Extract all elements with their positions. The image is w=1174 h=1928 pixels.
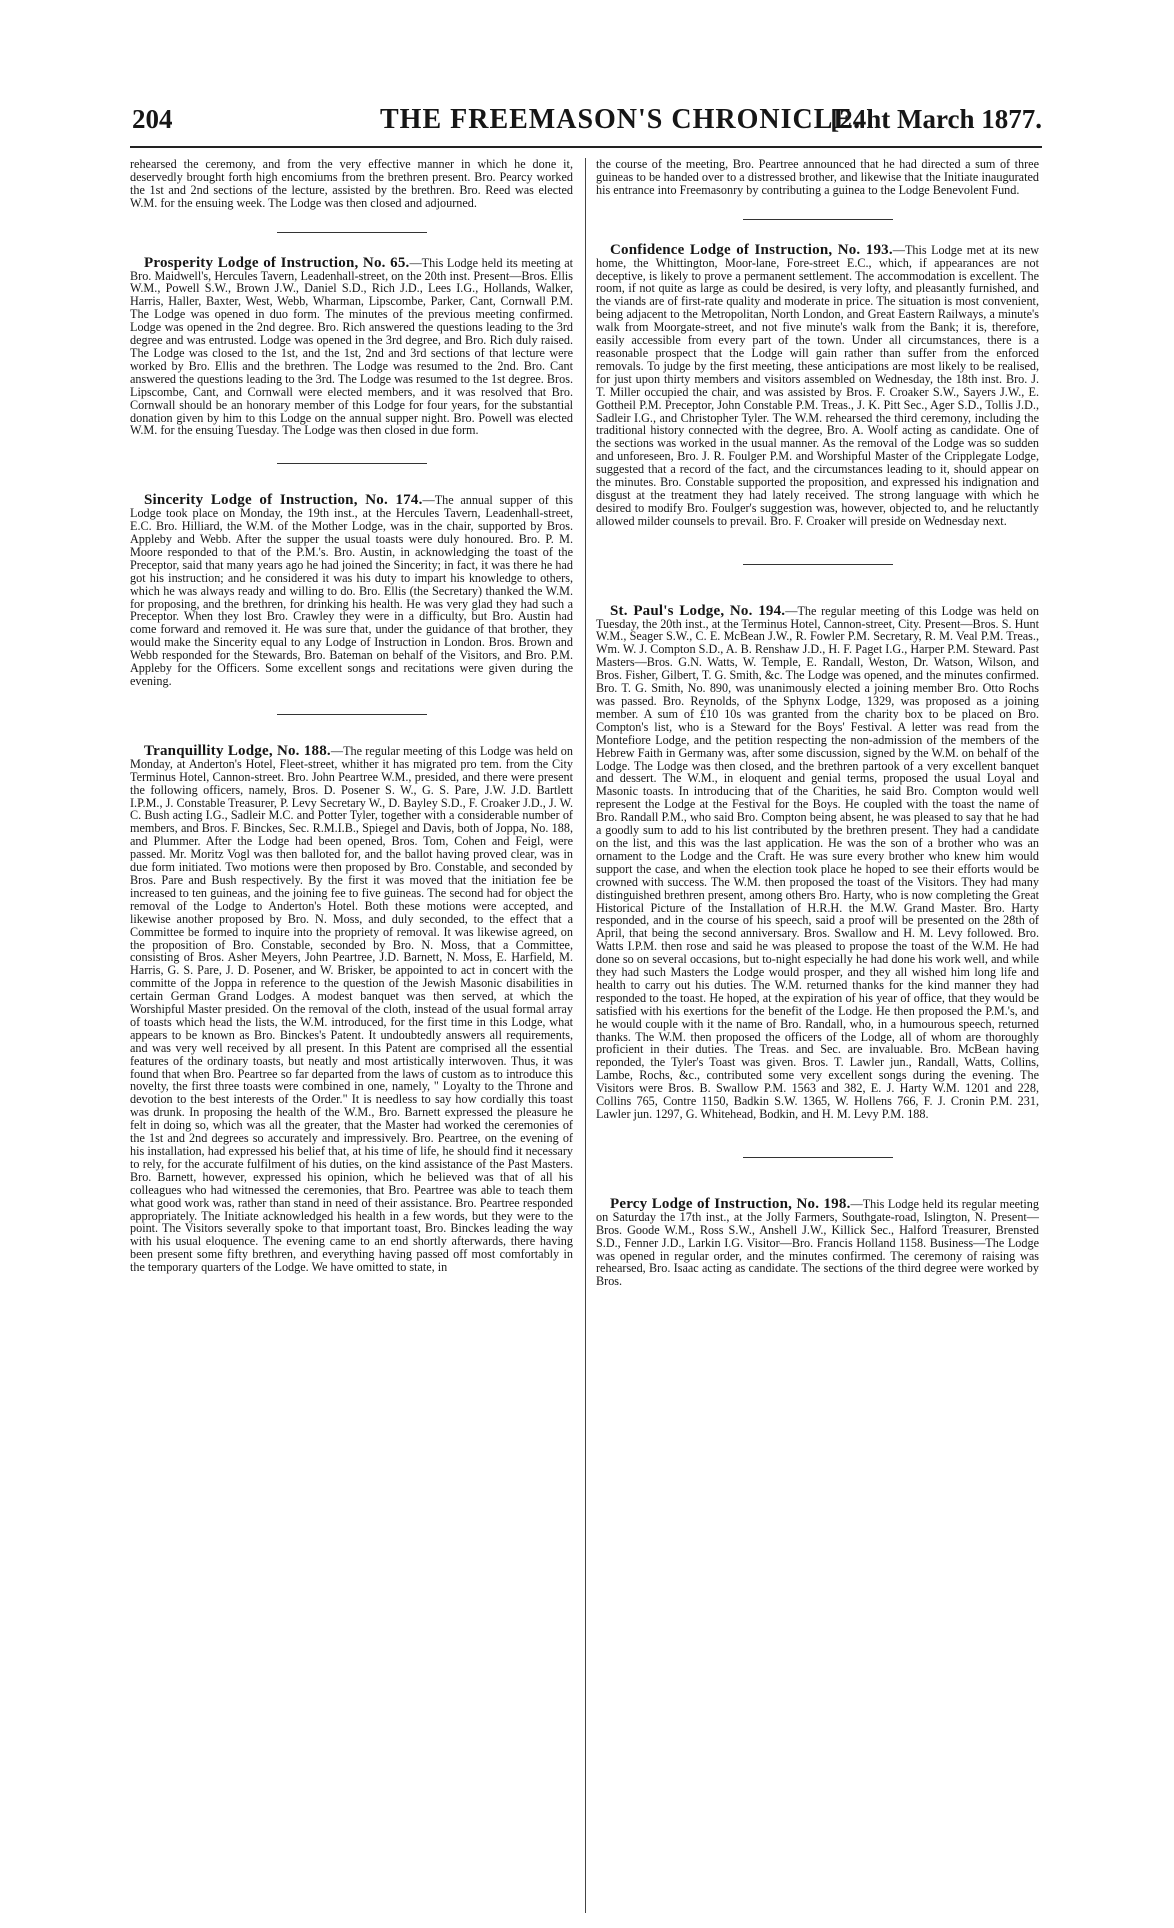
article-body: —This Lodge held its meeting at Bro. Maidwell's, Hercules Tavern, Leadenhall-street, on the 20th inst. Present—Bros. Ellis W.M., Powell S.W., Brown J.W., Daniel S.D., Rich J.D., Lees I.G., Hollands, Walker, Harris, Haller, Baxter, West, Webb, Wharman, Lipscombe, Parker, Cant, Cornwall P.M. The Lodge was opened in duo form. The minutes of the previous meeting confirmed. Lodge was opened in the 2nd degree. Bro. Rich answered the questions leading to the 3rd degree and was entrusted. Lodge was opened in the 3rd degree, and Bro. Rich duly raised. The Lodge was closed to the 1st, and the 1st, 2nd and 3rd sections of that lecture were worked by Bro. Ellis and the brethren. The Lodge was resumed to the 2nd. Bro. Cant answered the questions leading to the 3rd. The Lodge was resumed to the 1st degree. Bros. Lipscombe, Cant, and Cornwall were elected members, and it was resolved that Bro. Cornwall should be an honorary member of this Lodge for four years, for the substantial donation given by him to this Lodge on the annual supper night. Bro. Powell was elected W.M. for the ensuing Tuesday. The Lodge was then closed in due form. <box>130 255 573 438</box>
issue-date: [24ht March 1877. <box>830 104 1042 134</box>
article-body: —This Lodge met at its new home, the Whittington, Moor-lane, Fore-street E.C., which, if appearances are not deceptive, is likely to prove a permanent settlement. The accommodation is excellent. The room, if not quite as large as could be desired, is very lofty, and pleasantly furnished, and the viands are of first-rate quality and moderate in price. The situation is most convenient, being adjacent to the Metropolitan, North London, and Great Eastern Railways, a minute's walk from Moorgate-street, and not five minute's walk from the Bank; it is, therefore, easily accessible from every part of the town. Under all circumstances, there is a reasonable prospect that the Lodge will gain rather than suffer from the enforced removals. To judge by the first meeting, these anticipations are most likely to be realised, for just upon thirty members and visitors assembled on Wednesday, the 18th inst. Bro. J. T. Miller occupied the chair, and was assisted by Bros. F. Croaker S.W., Sayers J.W., E. Gottheil P.M. Preceptor, John Constable P.M. Treas., J. K. Pitt Sec., Ager S.D., Tollis J.D., Sadleir I.G., and Christopher Tyler. The W.M. rehearsed the third ceremony, including the traditional history connected with the degree, Bro. A. Woolf acting as candidate. One of the sections was worked in the usual manner. As the removal of the Lodge was so sudden and unforeseen, Bro. J. R. Foulger P.M. and Worshipful Master of the Cripplegate Lodge, suggested that a record of the fact, and the circumstances leading to it, should appear on the minutes. Bro. Constable supported the proposition, and expressed his indignation and disgust at the treatment they had lately received. The strong language with which he desired to modify Bro. Foulger's suggestion was, however, objected to, and he reluctantly allowed milder counsels to prevail. Bro. F. Croaker will preside on Wednesday next. <box>596 242 1039 528</box>
page-number: 204 <box>132 104 173 134</box>
article-heading: Prosperity Lodge of Instruction, No. 65. <box>144 254 410 271</box>
article-body: —The regular meeting of this Lodge was held on Tuesday, the 20th inst., at the Terminus Hotel, Cannon-street, City. Present—Bros. S. Hunt W.M., Seager S.W., C. E. McBean J.W., R. Fowler P.M. Secretary, R. M. Veal P.M. Treas., Wm. W. J. Compton S.D., A. B. Renshaw J.D., H. F. Paget I.G., Harper P.M. Steward. Past Masters—Bros. G.N. Watts, W. Temple, E. Randall, Weston, Dr. Watson, Wilson, and Bros. Fisher, Gilbert, T. G. Smith, &c. The Lodge was opened, and the minutes confirmed. Bro. T. G. Smith, No. 890, was unanimously elected a joining member Bro. Otto Rochs was passed. Bro. Reynolds, of the Sphynx Lodge, 1329, was proposed as a joining member. A sum of £10 10s was granted from the charity box to be placed on Bro. Compton's list, who is a Steward for the Boys' Festival. A letter was read from the Montefiore Lodge, and the petition respecting the non-admission of the members of the Hebrew Faith in Germany was, after some discussion, signed by the W.M. on behalf of the Lodge. The Lodge was then closed, and the brethren partook of a very excellent banquet and dessert. The W.M., in eloquent and genial terms, proposed the usual Loyal and Masonic toasts. In introducing that of the Charities, he said Bro. Compton would well represent the Lodge at the Festival for the Boys. He coupled with the toast the name of Bro. Randall P.M., who said Bro. Compton being absent, he was pleased to say that he had a goodly sum to add to his list contributed by the brethren present. They had a candidate on the list, and this was the last application. He was the son of a brother who was an ornament to the Lodge and the Craft. He was sure every brother who knew him would support the case, and when the election took place he hoped to see their efforts would be crowned with success. The W.M. then proposed the toast of the Visitors. They had many distinguished brethren present, among others Bro. Harty, who is now completing the Great Historical Picture of the Installation of H.R.H. the M.W. Grand Master. Bro. Harty responded, and in the course of his speech, said a proof will be presented on the 28th of April, that being the second anniversary. Bros. Swallow and H. M. Levy followed. Bro. Watts I.P.M. then rose and said he was pleased to propose the toast of the W.M. He had done so on several occasions, but to-night especially he had done his work well, and while they had such Masters the Lodge would prosper, and they all wished him long life and health to carry out his duties. The W.M. returned thanks for the kind manner they had responded to the toast. He hoped, at the expiration of his year of office, that they would be satisfied with his exertions for the benefit of the Lodge. He then proposed the P.M.'s, and he would couple with it the name of Bro. Randall, who, in a humourous speech, returned thanks. The W.M. then proposed the officers of the Lodge, all of whom are thoroughly proficient in their duties. The Treas. and Sec. are invaluable. Bro. McBean having reponded, the Tyler's Toast was given. Bros. T. Lawler jun., Randall, Watts, Collins, Lambe, Rochs, &c., contributed some very excellent songs during the evening. The Visitors were Bros. B. Swallow P.M. 1563 and 382, E. J. Harty W.M. 1201 and 228, Collins 765, Contre 1150, Badkin S.W. 1365, W. Hollens 766, F. J. Cronin P.M. 231, Lawler jun. 1297, G. Whitehead, Bodkin, and H. M. Levy P.M. 188. <box>596 603 1039 1121</box>
article-separator <box>277 232 427 233</box>
article-body: rehearsed the ceremony, and from the very effective manner in which he done it, deservedly brought forth high encomiums from the brethren present. Bro. Pearcy worked the 1st and 2nd sections of the lecture, assisted by the brethren. Bro. Reed was elected W.M. for the ensuing week. The Lodge was then closed and adjourned. <box>130 158 573 210</box>
article-st-pauls-lodge <box>596 602 1039 1121</box>
article-body: the course of the meeting, Bro. Peartree announced that he had directed a sum of three guineas to be handed over to a distressed brother, and likewise that the Initiate inaugurated his entrance into Freemasonry by contributing a guinea to the Lodge Benevolent Fund. <box>596 158 1039 197</box>
publication-title: THE FREEMASON'S CHRONICLE. <box>380 104 862 135</box>
article-percy-lodge <box>596 1195 1039 1289</box>
article-continuation <box>130 158 573 210</box>
article-heading: Percy Lodge of Instruction, No. 198. <box>610 1195 851 1212</box>
article-separator <box>743 1157 893 1158</box>
article-body: —The regular meeting of this Lodge was held on Monday, at Anderton's Hotel, Fleet-street, whither it has migrated pro tem. from the City Terminus Hotel, Cannon-street. Bro. John Peartree W.M., presided, and there were present the following officers, namely, Bros. D. Posener S. W., G. S. Pare, J.W. J.D. Bartlett I.P.M., J. Constable Treasurer, P. Levy Secretary W., D. Bayley S.D., F. Croaker J.D., J. W. C. Bush acting I.G., Sadleir M.C. and Potter Tyler, together with a considerable number of members, and Bros. F. Binckes, Sec. R.M.I.B., Spiegel and Davis, both of Joppa, No. 188, and Plummer. After the Lodge had been opened, Bros. Tom, Cohen and Feigl, were passed. Mr. Moritz Vogl was then balloted for, and the ballot having proved clear, was in due form initiated. Two motions were then proposed by Bro. Constable, and seconded by Bros. Pare and Bush respectively. By the first it was moved that the initiation fee be increased to ten guineas, and the joining fee to five guineas. The second had for object the removal of the Lodge to Anderton's Hotel. Both these motions were accepted, and likewise another proposed by Bro. N. Moss, and duly seconded, to the effect that a Committee be formed to inquire into the propriety of removal. It was likewise agreed, on the proposition of Bro. Constable, seconded by Bro. N. Moss, that a Committee, consisting of Bros. Asher Meyers, John Peartree, J.D. Barnett, N. Moss, E. Harfield, M. Harris, G. S. Pare, J. D. Posener, and W. Brisker, be appointed to act in concert with the committe of the Joppa in reference to the question of the Jewish Masonic disabilities in certain German Grand Lodges. A modest banquet was then served, at which the Worshipful Master presided. On the removal of the cloth, instead of the usual formal array of toasts which head the lists, the W.M. introduced, for the first time in this Lodge, what appears to be known as Bro. Binckes's Patent. It undoubtedly answers all requirements, and was very well received by all present. In this Patent are comprised all the essential features of the ordinary toasts, but neatly and most artistically interwoven. Thus, it was found that when Bro. Peartree so far departed from the laws of custom as to introduce this novelty, the first three toasts were combined in one, namely, " Loyalty to the Throne and devotion to the best interests of the Order." It is needless to say how cordially this toast was drunk. In proposing the health of the W.M., Bro. Barnett expressed the pleasure he felt in doing so, which was all the greater, that the Master had worked the ceremonies of the 1st and 2nd degrees so accurately and impressively. Bro. Peartree, on the evening of his installation, had expressed his belief that, at his time of life, he should find it necessary to rely, for the accurate fulfilment of his duties, on the kind assistance of the Past Masters. Bro. Barnett, however, expressed his opinion, which he believed was that of all his colleagues who had witnessed the ceremonies, that Bro. Peartree was able to teach them what good work was, rather than stand in need of their assistance. Bro. Peartree responded appropriately. The Initiate acknowledged his health in a few words, but they were to the point. The Visitors severally spoke to that important toast, Bro. Binckes leading the way with his usual eloquence. The evening came to an end shortly afterwards, there having been present some fifty brethren, and everything having passed off most comfortably in the temporary quarters of the Lodge. We have omitted to state, in <box>130 743 573 1275</box>
right-column <box>596 158 1039 1913</box>
page-header <box>130 98 1042 144</box>
article-heading: Confidence Lodge of Instruction, No. 193. <box>610 241 893 258</box>
article-body: —The annual supper of this Lodge took place on Monday, the 19th inst., at the Hercules Tavern, Leadenhall-street, E.C. Bro. Hilliard, the W.M. of the Mother Lodge, was in the chair, supported by Bros. Appleby and Webb. After the supper the usual toasts were duly honoured. Bro. P. M. Moore responded to that of the P.M.'s. Bro. Austin, in acknowledging the toast of the Preceptor, said that many years ago he had joined the Sincerity; in fact, it was there he had got his instruction; and he considered it was his duty to impart his knowledge to others, which he was always ready and willing to do. Bro. Ellis (the Secretary) thanked the W.M. for proposing, and the brethren, for drinking his health. He was very glad they had such a Preceptor. When they lost Bro. Crawley they were in a difficulty, but Bro. Austin had come forward and removed it. He was sure that, under the guidance of that brother, they would make the Sincerity equal to any Lodge of Instruction in London. Bros. Brown and Webb responded for the Stewards, Bro. Bateman on behalf of the Visitors, and Bro. P.M. Appleby for the Officers. Some excellent songs and recitations were given during the evening. <box>130 493 573 688</box>
article-body: —This Lodge held its regular meeting on Saturday the 17th inst., at the Jolly Farmers, Southgate-road, Islington, N. Present—Bros. Goode W.M., Ross S.W., Anshell J.W., Killick Sec., Halford Treasurer, Brensted S.D., Fenner J.D., Larkin I.G. Visitor—Bro. Francis Holland 1158. Business—The Lodge was opened in regular order, and the minutes confirmed. The ceremony of raising was rehearsed, Bro. Isaac acting as candidate. The sections of the third degree were worked by Bros. <box>596 1196 1039 1289</box>
article-tranquillity-lodge <box>130 742 573 1275</box>
article-separator <box>277 463 427 464</box>
article-heading: St. Paul's Lodge, No. 194. <box>610 602 786 619</box>
article-heading: Sincerity Lodge of Instruction, No. 174. <box>144 492 423 509</box>
article-prosperity-lodge <box>130 254 573 438</box>
article-separator <box>743 564 893 565</box>
header-rule <box>130 146 1042 148</box>
article-heading: Tranquillity Lodge, No. 188. <box>144 742 331 759</box>
column-divider <box>585 158 586 1913</box>
article-sincerity-lodge <box>130 494 573 688</box>
left-column <box>130 158 573 1913</box>
article-continuation <box>596 158 1039 197</box>
article-separator <box>277 714 427 715</box>
article-confidence-lodge <box>596 241 1039 528</box>
article-separator <box>743 219 893 220</box>
